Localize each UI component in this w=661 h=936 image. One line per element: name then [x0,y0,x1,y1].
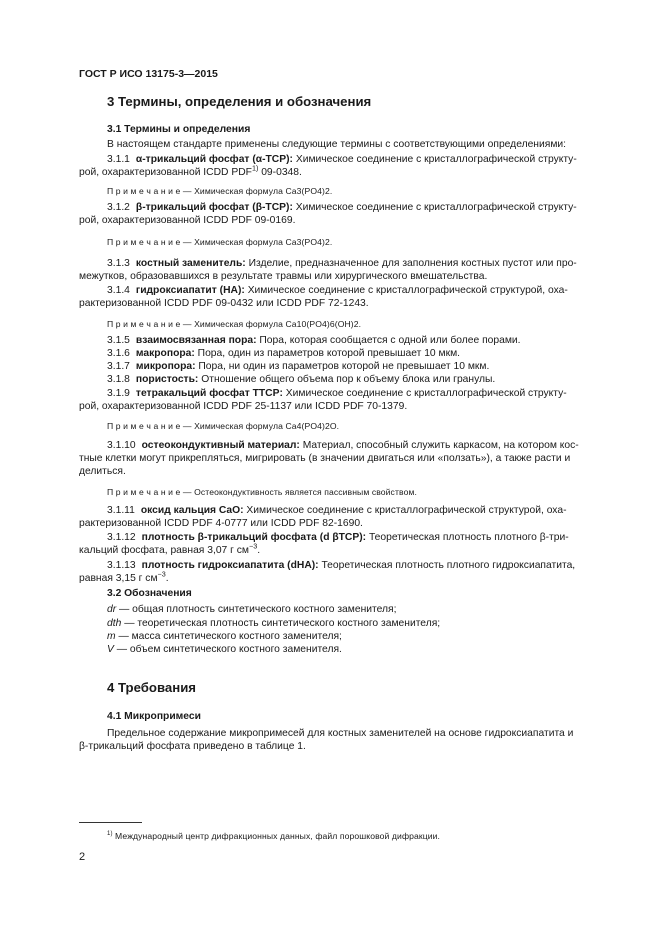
term-number: 3.1.12 [107,532,136,543]
note-label: П р и м е ч а н и е [107,186,181,196]
term-name: оксид кальция CaO: [140,505,244,516]
note-3-1-10 [107,486,417,498]
term-3-1-1-cont [79,163,302,179]
note-formula: 3(PO4)2. [296,186,333,196]
note-formula: 3(PO4)2. [296,237,333,247]
note-formula: 4(PO4)2O. [296,421,340,431]
term-name: микропора: [135,361,196,372]
term-definition: рой, охарактеризованной ICDD PDF [79,167,252,178]
term-name: взаимосвязанная пора: [135,335,257,346]
term-3-1-2 [107,202,577,214]
note-3-1-2 [107,236,332,248]
term-name: плотность β-трикальций фосфата (d βTCP): [141,532,367,543]
symbol-text: — масса синтетического костного заменителя; [115,631,342,642]
note-text: — Химическая формула Ca [180,237,297,247]
note-label: П р и м е ч а н и е [107,487,181,497]
section-4-text: β-трикальций фосфата приведено в таблице 1. [79,741,306,752]
term-name: β-трикальций фосфат (β-TCP): [135,202,293,213]
term-3-1-2-cont: рой, охарактеризованной ICDD PDF 09-0169. [79,215,296,226]
symbol-m [107,631,342,643]
subsection-3-2-title: 3.2 Обозначения [107,588,192,599]
term-3-1-8 [107,374,495,386]
term-name: макропора: [135,348,195,359]
symbol-var: V [107,644,114,655]
term-3-1-4 [107,285,568,297]
term-3-1-10-cont: делиться. [79,466,126,477]
symbol-text: — объем синтетического костного заменителя. [113,644,342,655]
term-definition: Химическое соединение с кристаллографической структу- [292,154,577,165]
note-formula: 10(PO4)6(OH)2. [296,319,362,329]
term-definition: Химическое соединение с кристаллографической структу- [292,202,577,213]
term-3-1-11-cont: рактеризованной ICDD PDF 4-0777 или ICDD PDF 82-1690. [79,518,363,529]
term-definition: Теоретическая плотность плотного β-три- [366,532,569,543]
term-definition: Химическое соединение с кристаллографической структурой, оха- [243,505,567,516]
term-3-1-5 [107,335,521,347]
term-name: костный заменитель: [135,258,246,269]
term-definition: . [257,545,261,556]
footnote-mark: 1) [107,831,113,838]
term-3-1-3-cont: межутков, образовавшихся в результате травмы или хирургического вмешательства. [79,271,488,282]
exponent: −3 [157,569,166,579]
term-number: 3.1.13 [107,560,136,571]
term-number: 3.1.10 [107,440,136,451]
term-definition: Пора, которая сообщается с одной или более порами. [256,335,521,346]
term-number: 3.1.1 [107,154,130,165]
section-4-title: 4 Требования [107,680,197,695]
term-3-1-6 [107,348,460,360]
term-number: 3.1.11 [107,505,135,516]
term-definition: Химическое соединение с кристаллографической структу- [282,388,567,399]
term-3-1-7 [107,361,489,373]
note-text: — Химическая формула Ca [180,421,297,431]
section-4-text: Предельное содержание микропримесей для костных заменителей на основе гидроксиапатита и [107,728,574,739]
note-label: П р и м е ч а н и е [107,319,181,329]
term-definition: кальций фосфата, равная 3,07 г см [79,545,249,556]
term-definition: 09-0348. [258,167,302,178]
page-number: 2 [79,851,86,863]
term-definition: Пора, один из параметров которой превышает 10 мкм. [194,348,461,359]
term-3-1-9 [107,388,567,400]
term-name: гидроксиапатит (HA): [135,285,245,296]
term-3-1-1 [107,154,577,166]
term-3-1-13 [107,560,575,572]
symbol-var: m [107,631,116,642]
footnote-ref: 1) [251,163,259,173]
term-3-1-12 [107,532,569,544]
subsection-4-1-title: 4.1 Микропримеси [107,711,201,722]
subsection-3-1-title: 3.1 Термины и определения [107,124,251,135]
exponent: −3 [248,541,258,551]
note-label: П р и м е ч а н и е [107,421,181,431]
term-number: 3.1.9 [107,388,130,399]
term-definition: Материал, способный служить каркасом, на котором кос- [299,440,579,451]
note-text: — Остеокондуктивность является пассивным свойством. [180,487,417,497]
footnote [107,830,440,842]
term-3-1-12-cont [79,541,261,557]
running-header: ГОСТ Р ИСО 13175-3—2015 [79,68,218,80]
footnote-text: Международный центр дифракционных данных, файл порошковой дифракции. [112,831,441,841]
term-definition: Химическое соединение с кристаллографической структурой, оха- [244,285,568,296]
section-3-intro: В настоящем стандарте применены следующие термины с соответствующими определениями: [107,139,567,150]
section-3-title: 3 Термины, определения и обозначения [107,94,372,109]
term-name: остеокондуктивный материал: [141,440,300,451]
symbol-text: — общая плотность синтетического костного заменителя; [116,604,397,615]
term-3-1-3 [107,258,577,270]
term-number: 3.1.2 [107,202,130,213]
term-name: пористость: [135,374,199,385]
term-3-1-10-cont: тные клетки могут прикрепляться, мигрировать (в значении двигаться или «ползать»), а также расти и [79,453,571,464]
term-3-1-4-cont: рактеризованной ICDD PDF 09-0432 или ICDD PDF 72-1243. [79,298,369,309]
note-3-1-4 [107,318,361,330]
term-number: 3.1.7 [107,361,130,372]
term-3-1-11 [107,505,567,517]
term-definition: Отношение общего объема пор к объему блока или гранулы. [198,374,496,385]
note-text: — Химическая формула Ca [180,319,297,329]
term-definition: . [165,573,169,584]
term-name: тетракальций фосфат TTCP: [135,388,283,399]
term-number: 3.1.4 [107,285,130,296]
term-definition: Изделие, предназначенное для заполнения костных пустот или про- [245,258,577,269]
term-3-1-10 [107,440,579,452]
term-3-1-9-cont: рой, охарактеризованной ICDD PDF 25-1137 или ICDD PDF 70-1379. [79,401,408,412]
term-number: 3.1.3 [107,258,130,269]
symbol-var: dr [107,604,117,615]
term-number: 3.1.8 [107,374,130,385]
symbol-var: dth [107,618,122,629]
note-label: П р и м е ч а н и е [107,237,181,247]
term-name: плотность гидроксиапатита (dHA): [141,560,319,571]
note-text: — Химическая формула Ca [180,186,297,196]
symbol-text: — теоретическая плотность синтетического костного заменителя; [121,618,441,629]
term-3-1-13-cont [79,569,169,585]
term-definition: Теоретическая плотность плотного гидроксиапатита, [318,560,576,571]
symbol-dr [107,604,396,616]
term-number: 3.1.6 [107,348,130,359]
term-definition: равная 3,15 г см [79,573,158,584]
footnote-separator [79,822,142,823]
term-name: α-трикальций фосфат (α-TCP): [135,154,293,165]
symbol-dth [107,618,440,630]
note-3-1-9 [107,420,339,432]
symbol-v [107,644,342,656]
term-definition: Пора, ни один из параметров которой не превышает 10 мкм. [195,361,490,372]
note-3-1-1 [107,185,332,197]
term-number: 3.1.5 [107,335,130,346]
